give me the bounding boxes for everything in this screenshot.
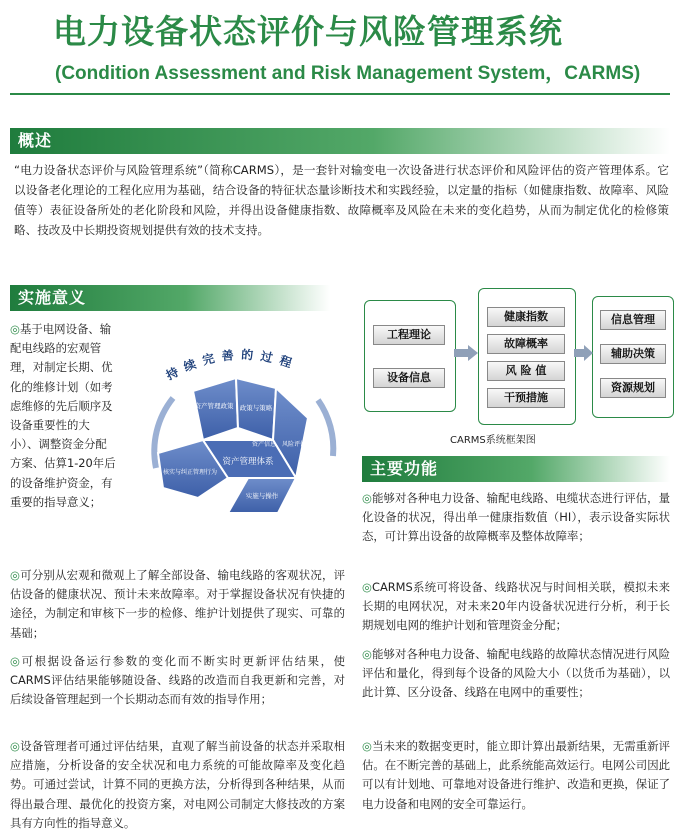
framework-item-intervention: 干预措施 (487, 388, 565, 408)
bullet-marker: ◎ (10, 654, 20, 668)
framework-item-resource-planning: 资源规划 (600, 378, 666, 398)
feature-bullet-4 (362, 737, 670, 814)
bullet-marker: ◎ (362, 491, 372, 505)
framework-caption: CARMS系统框架图 (450, 435, 536, 446)
significance-intro-text: 基于电网设备、输配电线路的宏观管理，对制定长期、优化的维修计划（如考虑维修的先后顺序及设备重要性的大小）、调整资金分配方案、估算1-20年后的设备维护资金，有重要的指导意义； (10, 322, 116, 509)
framework-item-failure-probability: 故障概率 (487, 334, 565, 354)
features-heading: 主要功能 (362, 456, 670, 482)
feature-bullet-1-text: 能够对各种电力设备、输配电线路、电缆状态进行评估，量化设备的状况，得出单一健康指数值（HI），表示设备实际状态，可计算出设备的故障概率及整体故障率； (362, 491, 670, 544)
framework-item-equipment-info: 设备信息 (373, 368, 445, 388)
cycle-label-verify: 核实与纠正管理行为 (162, 469, 218, 476)
header-divider (10, 93, 670, 95)
cycle-label-policy: 资产管理政策 (194, 402, 234, 410)
overview-heading: 概述 (10, 128, 670, 154)
arrow-right-icon (454, 345, 480, 361)
bullet-marker: ◎ (10, 322, 20, 336)
bullet-marker: ◎ (362, 647, 372, 661)
cycle-arc-text: 持续完善的过程 (163, 347, 301, 383)
significance-bullet-3-text: 设备管理者可通过评估结果，直观了解当前设备的状态并采取相应措施，分析设备的安全状况和电力系统的可能故障率及变化趋势。可通过尝试，计算不同的更换方法，分析得到各种结果，从而得出最合理、最优化的投资方案，对电网公司制定大修技改的方案具有方向性的指导意义。 (10, 739, 345, 830)
feature-bullet-2 (362, 578, 670, 636)
overview-text: “电力设备状态评价与风险管理系统”（简称CARMS），是一套针对输变电一次设备进行状态评价和风险评估的资产管理体系。它以设备老化理论的工程化应用为基础，结合设备的特征状态量诊断技术和实践经验，以定量的指标（如健康指数、故障率、风险值等）表征设备所处的老化阶段和风险，并得出设备健康指数、故障概率及风险在未来的变化趋势，从而为制定优化的检修策略、技改及中长期投资规划提供有效的技术支持。 (14, 163, 669, 237)
significance-intro (10, 320, 118, 512)
significance-bullet-3 (10, 737, 345, 833)
bullet-marker: ◎ (10, 739, 20, 753)
bullet-marker: ◎ (10, 568, 20, 582)
significance-bullet-2 (10, 652, 345, 710)
bullet-marker: ◎ (362, 580, 372, 594)
significance-bullet-2-text: 可根据设备运行参数的变化而不断实时更新评估结果，使CARMS评估结果能够随设备、线路的改造而自我更新和完善，对后续设备管理起到一个长期动态而有效的指导作用； (10, 654, 345, 707)
page-subtitle: (Condition Assessment and Risk Management System，CARMS) (55, 63, 641, 84)
cycle-label-operation: 实施与操作 (245, 492, 279, 500)
framework-item-info-management: 信息管理 (600, 310, 666, 330)
significance-bullet-1 (10, 566, 345, 643)
cycle-label-strategy: 政策与策略 (239, 404, 273, 412)
bullet-marker: ◎ (362, 739, 372, 753)
feature-bullet-3 (362, 645, 670, 703)
framework-item-decision-support: 辅助决策 (600, 344, 666, 364)
significance-bullet-1-text: 可分别从宏观和微观上了解全部设备、输电线路的客观状况，评估设备的健康状况、预计未来故障率。对于掌握设备状况有快捷的途径，为制定和审核下一步的检修、维护计划提供了现实、可靠的基础； (10, 568, 345, 640)
arrow-right-icon (574, 345, 594, 361)
feature-bullet-4-text: 当未来的数据变更时，能立即计算出最新结果，无需重新评估。在不断完善的基础上，此系统能高效运行。电网公司因此可以有计划地、可靠地对设备进行维护、改造和更换，保证了电力设备和电网的安全可靠运行。 (362, 739, 670, 811)
page-title: 电力设备状态评价与风险管理系统 (53, 12, 563, 51)
feature-bullet-3-text: 能够对各种电力设备、输配电线路的故障状态情况进行风险评估和量化，得到每个设备的风险大小（以货币为基础），以此计算、区分设备、线路在电网中的重要性； (362, 647, 670, 700)
asset-management-cycle-diagram (128, 328, 348, 533)
framework-item-engineering-theory: 工程理论 (373, 325, 445, 345)
cycle-label-risk: 资产信息、风险评估与计划 (251, 441, 325, 448)
framework-group-inputs (364, 300, 456, 412)
framework-item-health-index: 健康指数 (487, 307, 565, 327)
feature-bullet-1 (362, 489, 670, 547)
cycle-center-label: 资产管理体系 (222, 457, 274, 467)
framework-item-risk-value: 风 险 值 (487, 361, 565, 381)
feature-bullet-2-text: CARMS系统可将设备、线路状况与时间相关联，模拟未来长期的电网状况，对未来20年内设备状况进行分析，利于长期规划电网的维护计划和管理资金分配； (362, 580, 670, 633)
significance-heading: 实施意义 (10, 285, 330, 311)
